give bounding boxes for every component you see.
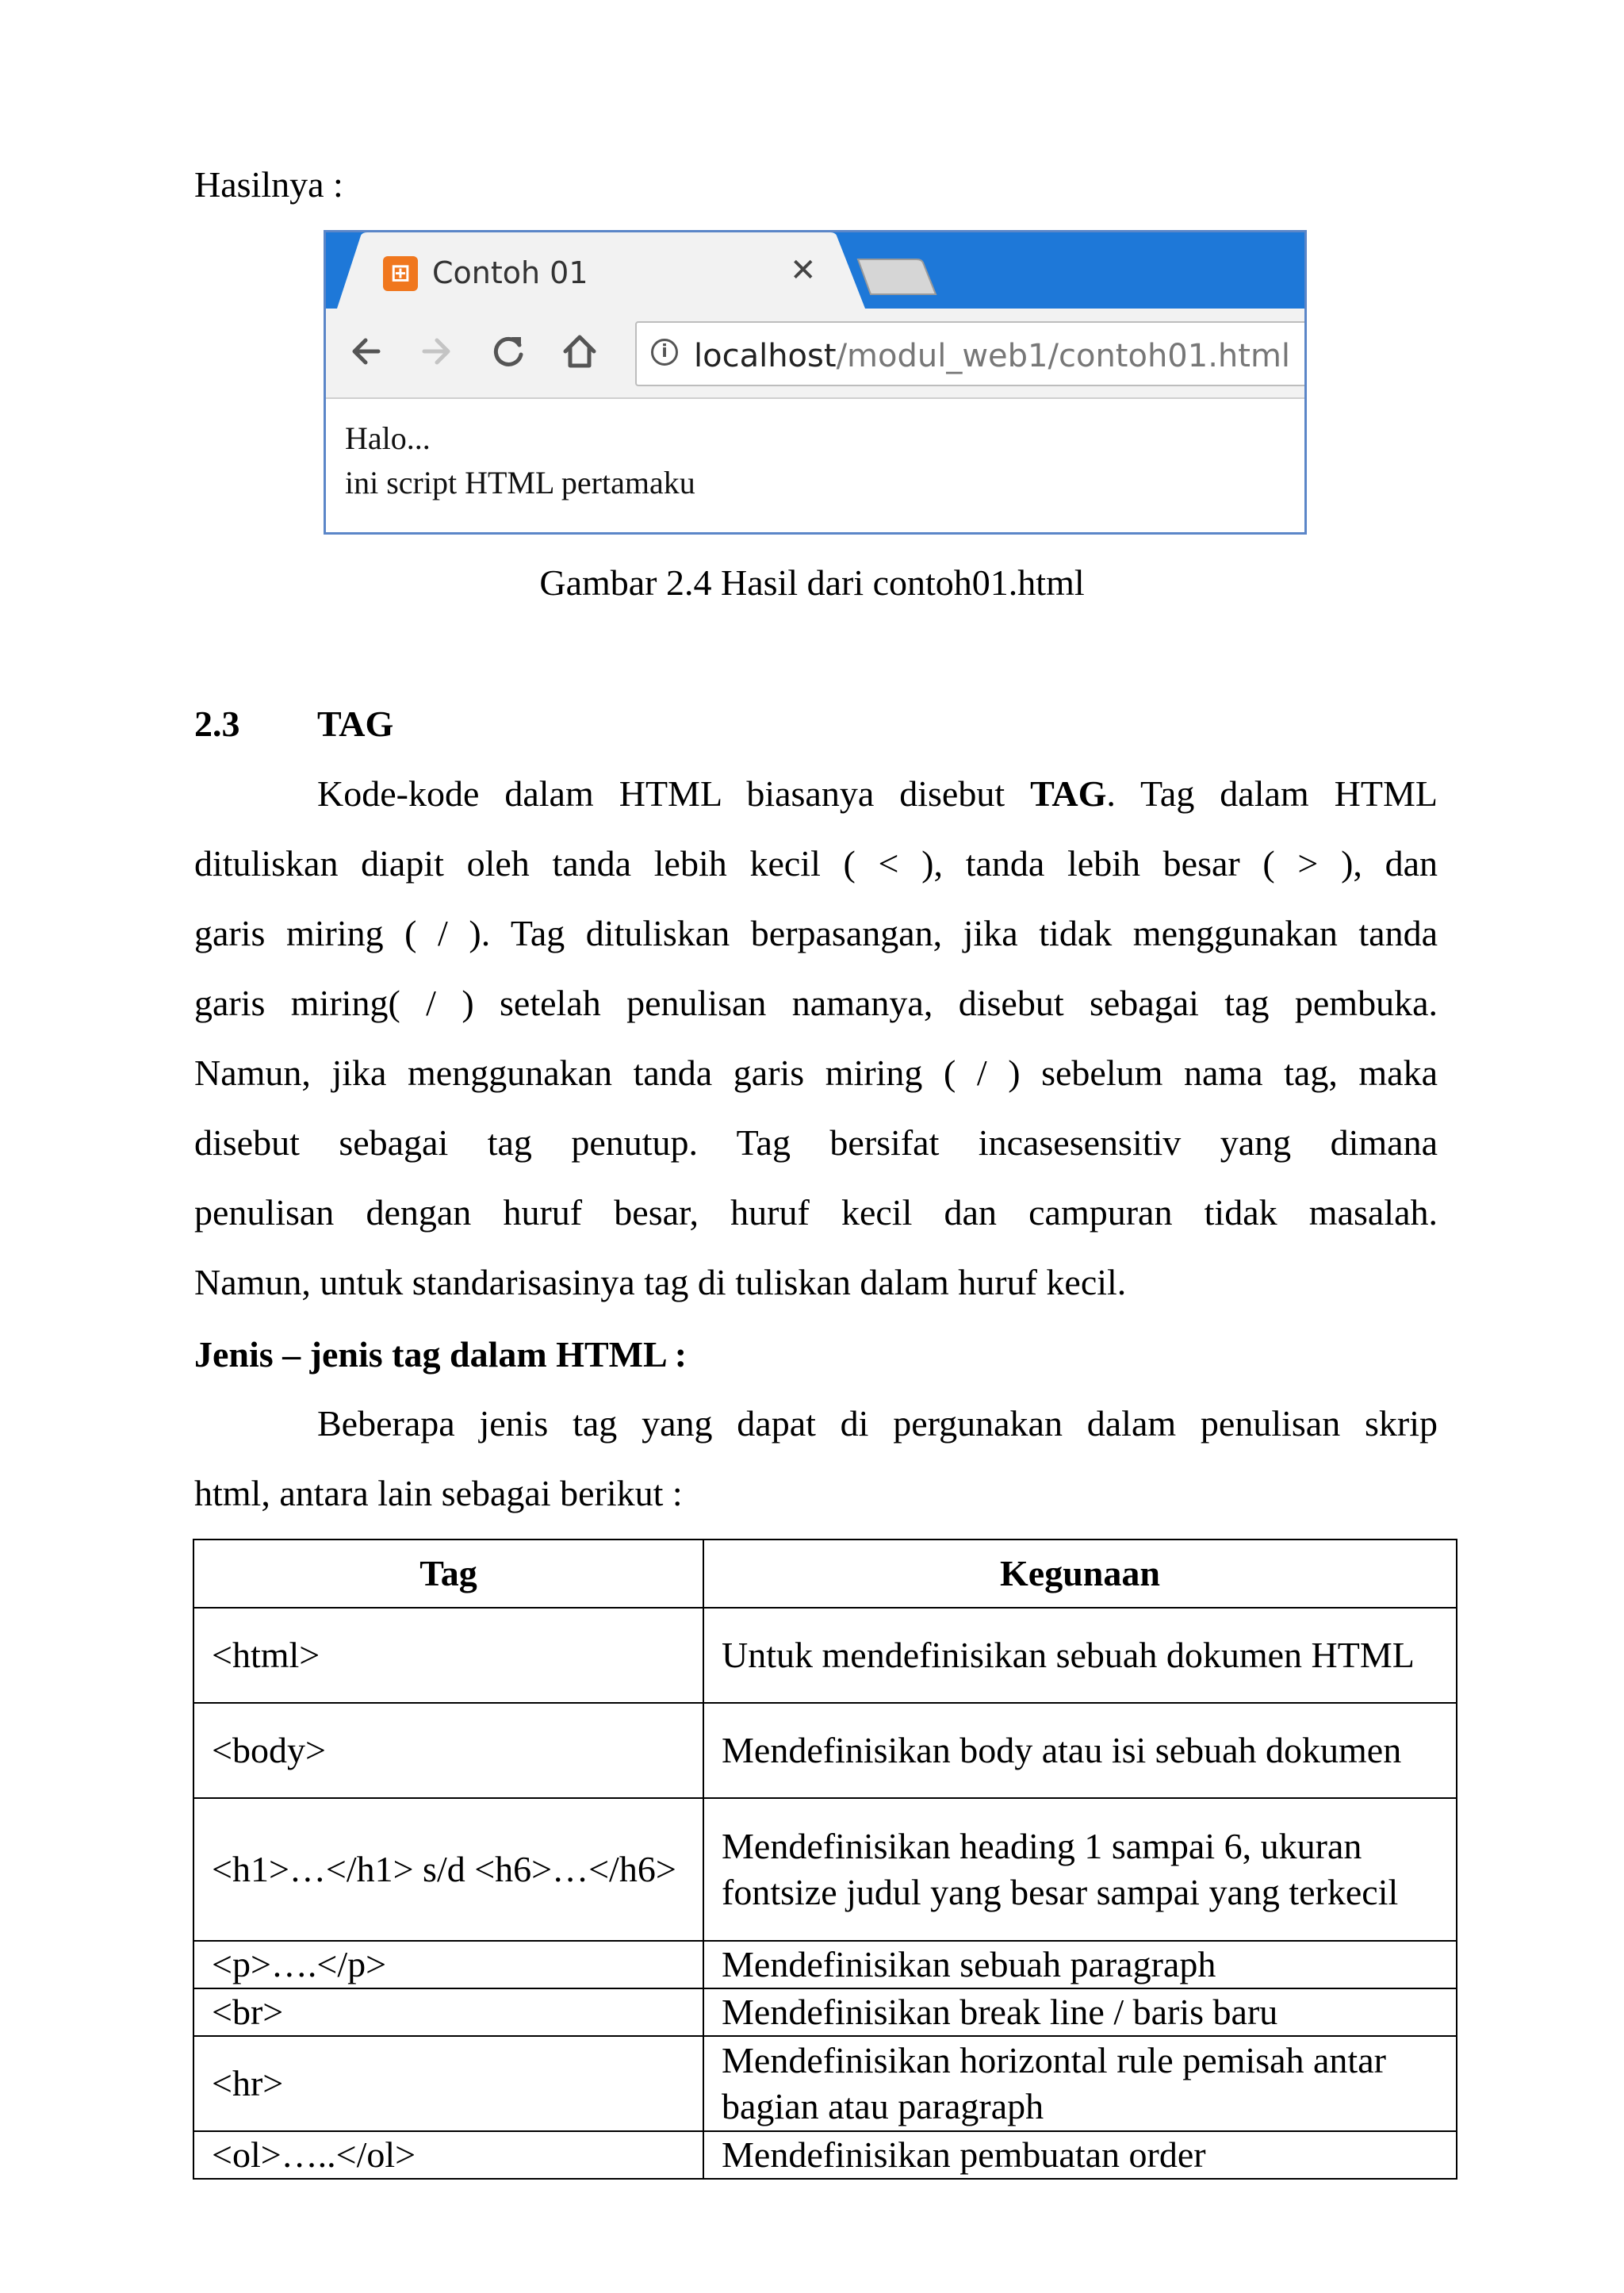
paragraph-line: penulisan dengan huruf besar, huruf kecil dan campuran tidak masalah. (194, 1192, 1438, 1233)
address-bar[interactable] (635, 321, 1307, 386)
paragraph-line (317, 773, 1438, 814)
subheading: Jenis – jenis tag dalam HTML : (194, 1334, 688, 1375)
page-viewport (326, 399, 1304, 532)
tag-cell: <p>….</p> (193, 1941, 703, 1988)
paragraph-line: garis miring ( / ). Tag dituliskan berpasangan, jika tidak menggunakan tanda (194, 913, 1438, 953)
back-arrow-icon[interactable] (343, 328, 391, 375)
page-content-line: ini script HTML pertamaku (345, 465, 695, 500)
browser-screenshot (324, 230, 1307, 535)
section-title: TAG (317, 704, 394, 744)
column-header-tag: Tag (193, 1540, 703, 1608)
table-row (193, 1988, 1457, 2036)
tab-strip (326, 232, 1304, 309)
section-number: 2.3 (194, 704, 240, 744)
paragraph-line: Namun, untuk standarisasinya tag di tuliskan dalam huruf kecil. (194, 1262, 1127, 1302)
home-icon[interactable] (556, 328, 603, 375)
tag-cell: <ol>…..</ol> (193, 2131, 703, 2179)
paragraph-line: Namun, jika menggunakan tanda garis miring ( / ) sebelum nama tag, maka (194, 1053, 1438, 1093)
bold-term: TAG (1030, 773, 1107, 814)
intro-label: Hasilnya : (194, 164, 343, 205)
tab-title[interactable]: Contoh 01 (432, 255, 588, 290)
tag-cell: <hr> (193, 2036, 703, 2131)
table-row (193, 1941, 1457, 1988)
tag-cell: <html> (193, 1608, 703, 1703)
url-host: localhost (694, 338, 837, 374)
page-content-line: Halo... (345, 420, 431, 456)
url-path: /modul_web1/contoh01.html (836, 338, 1291, 374)
use-cell: Mendefinisikan sebuah paragraph (703, 1941, 1457, 1988)
table-row (193, 2036, 1457, 2131)
tag-cell: <h1>…</h1> s/d <h6>…</h6> (193, 1798, 703, 1941)
paragraph-line: html, antara lain sebagai berikut : (194, 1473, 683, 1513)
reload-icon[interactable] (485, 328, 532, 375)
forward-arrow-icon[interactable] (413, 328, 461, 375)
table-row (193, 1798, 1457, 1941)
paragraph-line: dituliskan diapit oleh tanda lebih kecil ( < ), tanda lebih besar ( > ), dan (194, 843, 1438, 884)
table-header-row (193, 1540, 1457, 1608)
browser-toolbar (326, 309, 1304, 399)
text-run: Kode-kode dalam HTML biasanya disebut (317, 773, 1031, 814)
paragraph-line: garis miring( / ) setelah penulisan namanya, disebut sebagai tag pembuka. (194, 983, 1438, 1023)
paragraph-line: Beberapa jenis tag yang dapat di pergunakan dalam penulisan skrip (317, 1403, 1438, 1444)
xampp-favicon-icon: ⊞ (383, 256, 418, 291)
table-row (193, 1608, 1457, 1703)
tag-table (193, 1539, 1457, 2180)
use-cell: Mendefinisikan pembuatan order (703, 2131, 1457, 2179)
tag-cell: <body> (193, 1703, 703, 1798)
table-row (193, 2131, 1457, 2179)
text-run: . Tag dalam HTML (1106, 773, 1438, 814)
use-cell: Mendefinisikan horizontal rule pemisah antar bagian atau paragraph (703, 2036, 1457, 2131)
use-cell: Untuk mendefinisikan sebuah dokumen HTML (703, 1608, 1457, 1703)
paragraph-line: disebut sebagai tag penutup. Tag bersifat incasesensitiv yang dimana (194, 1122, 1438, 1163)
table-row (193, 1703, 1457, 1798)
tag-cell: <br> (193, 1988, 703, 2036)
use-cell: Mendefinisikan break line / baris baru (703, 1988, 1457, 2036)
figure-caption: Gambar 2.4 Hasil dari contoh01.html (539, 562, 1085, 603)
close-icon[interactable]: ✕ (790, 252, 817, 289)
column-header-kegunaan: Kegunaan (703, 1540, 1457, 1608)
use-cell: Mendefinisikan heading 1 sampai 6, ukuran fontsize judul yang besar sampai yang terkecil (703, 1798, 1457, 1941)
url-text[interactable] (694, 340, 1290, 372)
use-cell: Mendefinisikan body atau isi sebuah dokumen (703, 1703, 1457, 1798)
info-icon[interactable]: i (651, 339, 678, 366)
new-tab-button[interactable] (853, 258, 940, 296)
